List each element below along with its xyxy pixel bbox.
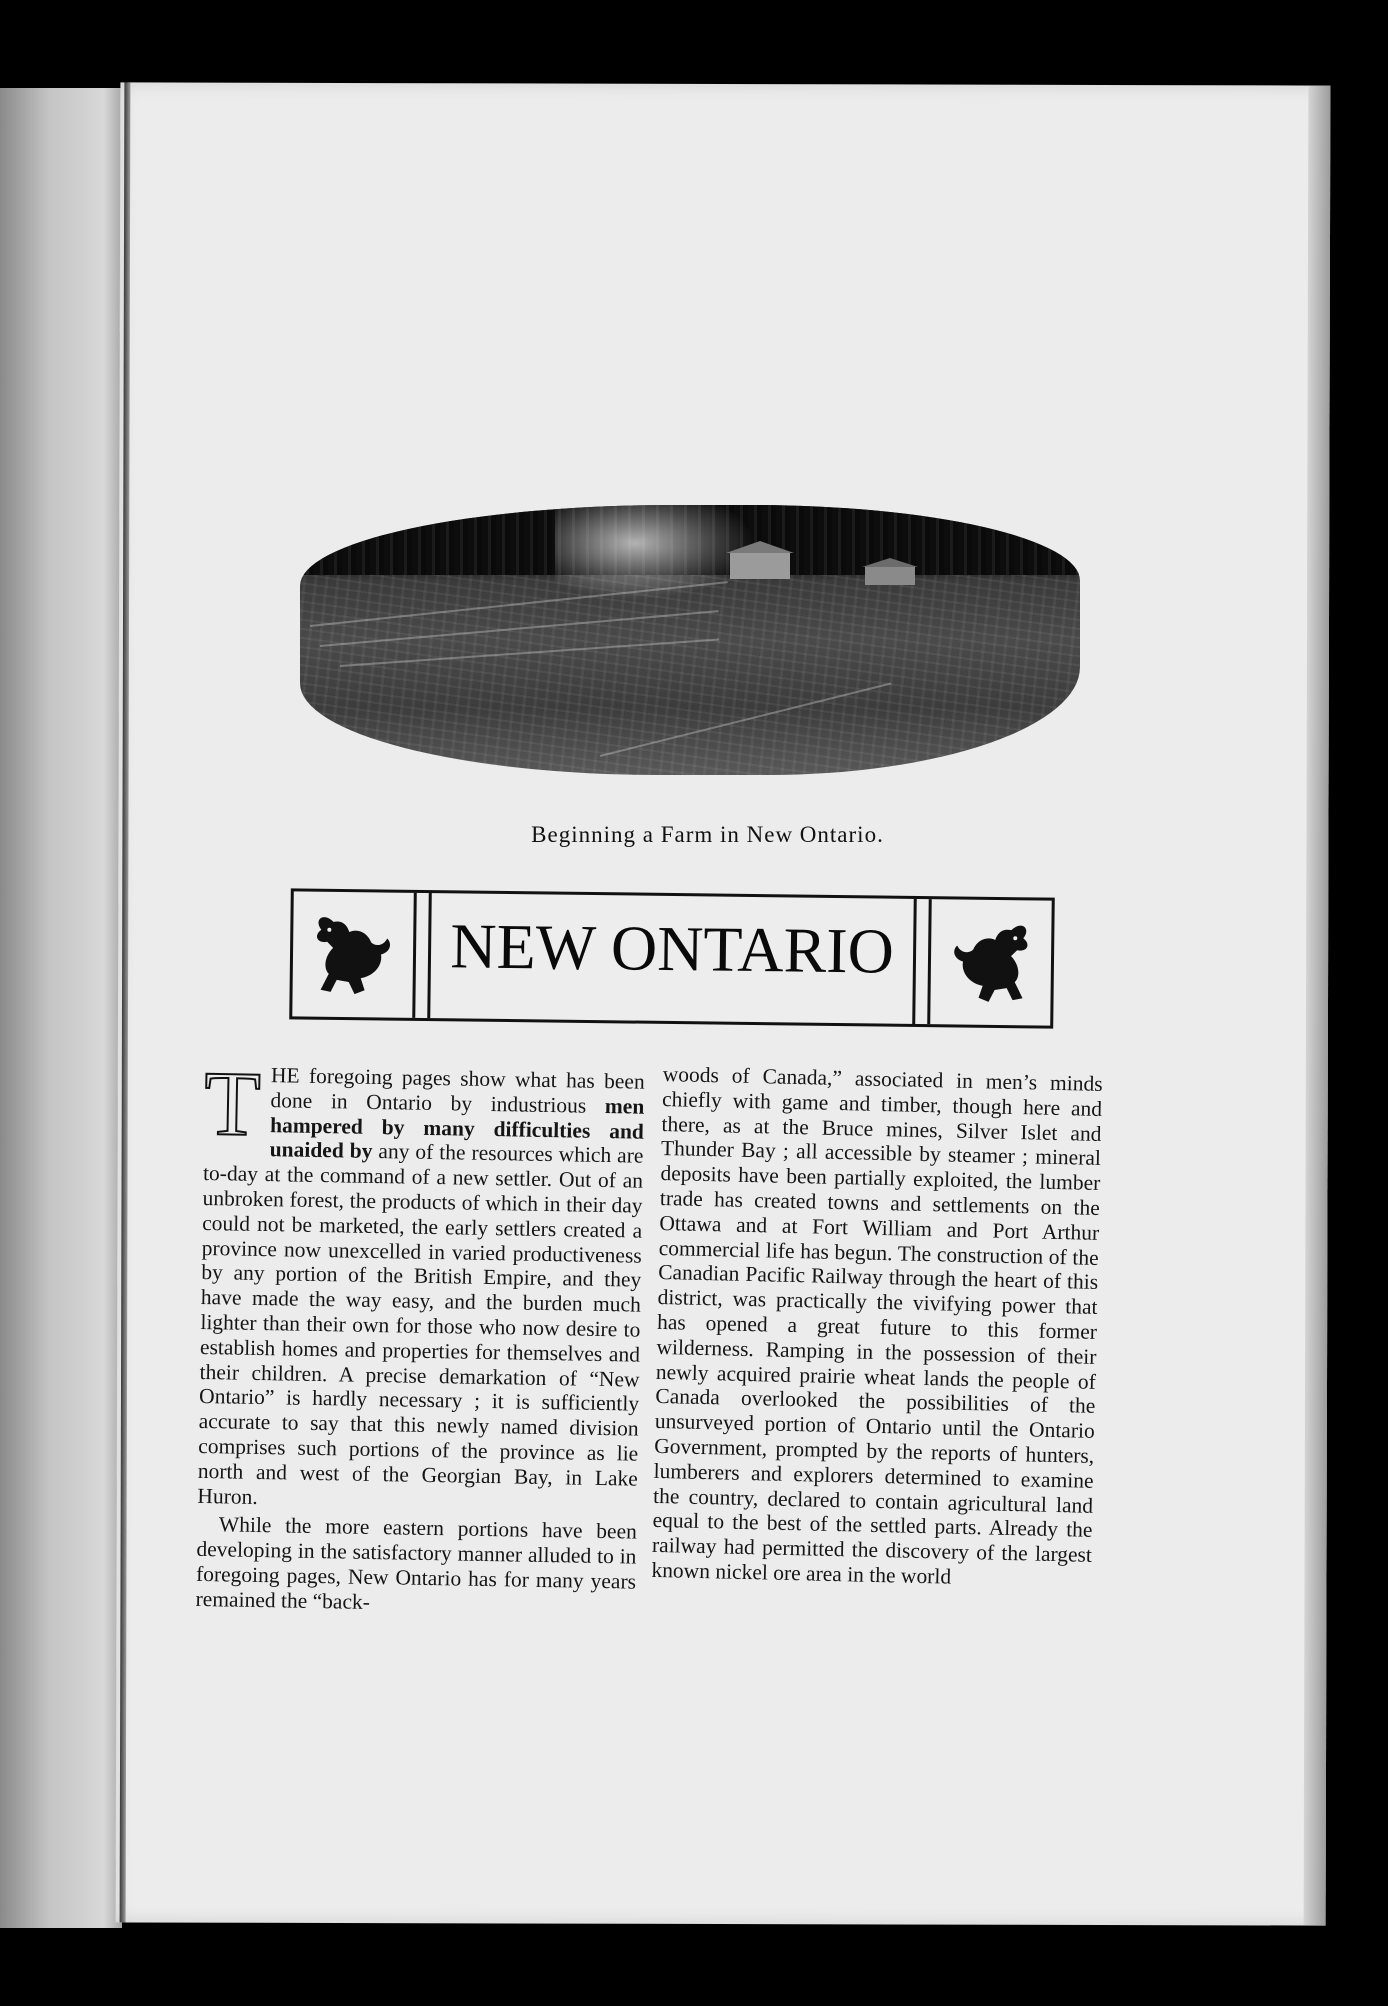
- farm-barn: [865, 567, 915, 585]
- article-paragraph: [197, 1052, 645, 1516]
- paragraph-text: any of the resources which are to-day at the command of a new settler. Out of an unbroken forest, the products of which in their day could not be marketed, the early settlers created a province now unexcelled in varied productiveness by any portion of the British Empire, and they have made the way easy, and the burden much lighter than their own for those who now desire to establish homes and properties for themselves and their children. A precise demarkation of “New Ontario” is hardly necessary ; it is sufficiently accurate to say that this newly named division comprises such portions of the province as lie north and west of the Georgian Bay, in Lake Huron.: [197, 1139, 644, 1509]
- article-column-right: [651, 1062, 1103, 1597]
- field-furrow: [310, 581, 728, 627]
- field-furrow: [320, 610, 719, 647]
- section-title-banner: [289, 888, 1055, 1028]
- ram-emblem-icon: [302, 901, 403, 1002]
- paragraph-lead: HE foregoing pages show what has been done in Ontario by industrious: [270, 1063, 645, 1118]
- article-paragraph: woods of Canada,” associated in men’s minds chiefly with game and timber, though here and there, as at the Bruce mines, Silver Islet and Thunder Bay ; all accessible by steamer ; mineral deposits have been partially exploited, the lumber trade has created towns and settlements on the Ottawa and at Fort William and Port Arthur commercial life has begun. The construction of the Canadian Pacific Railway through the heart of this district, was practically the vivifying power that has opened a great future to this former wilderness. Ramping in the possession of their newly acquired prairie wheat lands the people of Canada overlooked the possibilities of the unsurveyed portion of Ontario until the Ontario Government, prompted by the reports of hunters, lumberers and explorers determined to examine the country, declared to contain agricultural land equal to the best of the settled parts. Already the railway had permitted the discovery of the largest known nickel ore area in the world: [651, 1062, 1103, 1589]
- facing-page-edge: [0, 88, 122, 1928]
- vignetted-photo: [300, 505, 1080, 775]
- title-border-bar: [912, 899, 932, 1024]
- farmhouse: [730, 553, 790, 579]
- farm-photograph: [160, 395, 1100, 795]
- page-gutter: [120, 82, 131, 1922]
- drop-cap: T: [203, 1052, 262, 1155]
- ram-emblem-icon: [940, 909, 1041, 1010]
- article-column-left: [195, 1052, 645, 1623]
- article-paragraph: While the more eastern portions have been developing in the satisfactory manner alluded to in foregoing pages, New Ontario has for many years remained the “back-: [195, 1512, 638, 1614]
- photo-caption: Beginning a Farm in New Ontario.: [531, 822, 884, 847]
- paragraph-bold-text: men hampered by many difficulties and unaided by: [269, 1093, 645, 1164]
- photo-mist: [555, 505, 755, 600]
- field-furrow: [600, 682, 892, 757]
- section-title: NEW ONTARIO: [450, 910, 895, 987]
- field-furrow: [340, 638, 719, 667]
- title-border-bar: [412, 893, 432, 1018]
- page-right-edge: [1304, 86, 1331, 1926]
